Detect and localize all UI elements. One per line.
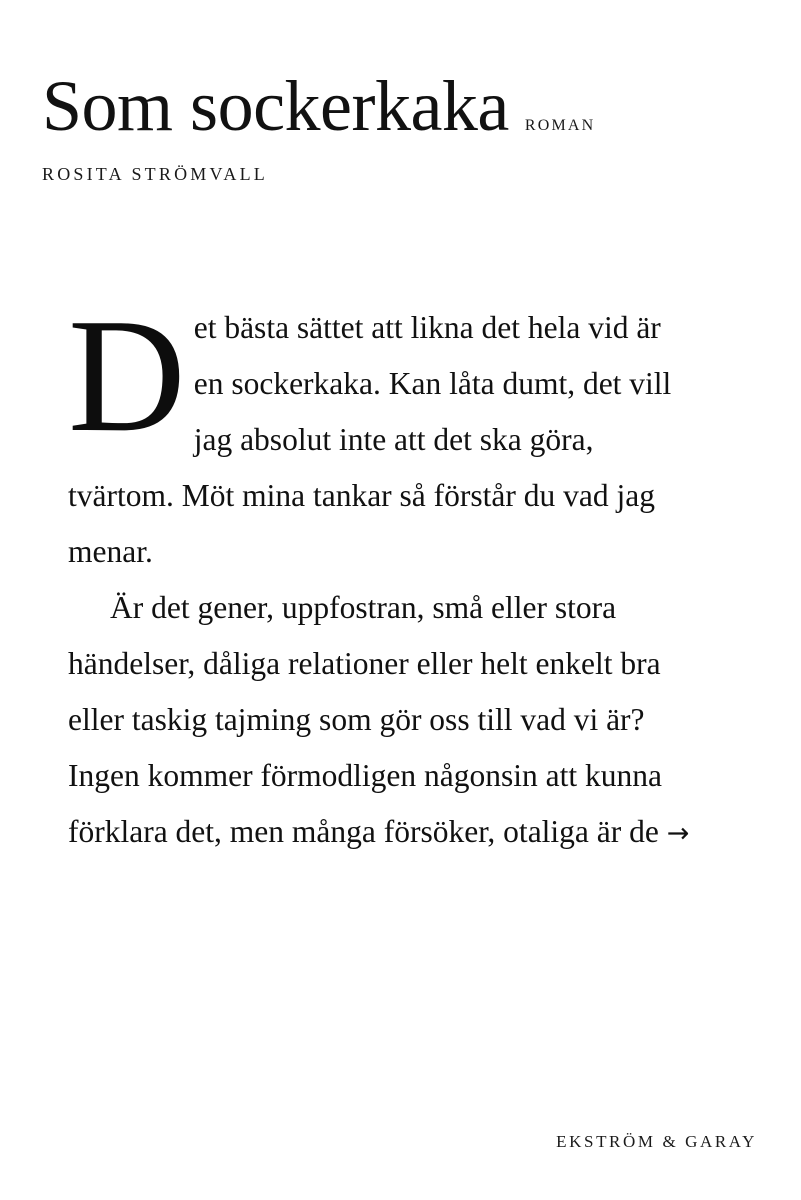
- arrow-right-icon: →: [666, 818, 690, 849]
- drop-cap: D: [68, 286, 186, 466]
- page-title: Som sockerkaka: [42, 66, 509, 146]
- body-text: [68, 286, 693, 860]
- page-header: [42, 66, 759, 185]
- author-name: ROSITA STRÖMVALL: [42, 164, 268, 184]
- page-footer: [556, 1132, 757, 1152]
- paragraph-two: [68, 580, 693, 860]
- paragraph-one-text: et bästa sättet att likna det hela vid är en sockerkaka. Kan låta dumt, det vill jag absolut inte att det ska göra, tvärtom. Möt mina tankar så förstår du vad jag menar.: [68, 310, 672, 569]
- paragraph-one: [68, 286, 693, 580]
- genre-label: ROMAN: [524, 117, 596, 134]
- paragraph-two-text: Är det gener, uppfostran, små eller stora händelser, dåliga relationer eller helt enkelt bra eller taskig tajming som gör oss till vad vi är? Ingen kommer förmodligen någonsin att kunna förklara det, men många försöker, otaliga är de: [68, 590, 667, 849]
- publisher-name: EKSTRÖM & GARAY: [556, 1132, 757, 1151]
- title-row: [42, 66, 759, 146]
